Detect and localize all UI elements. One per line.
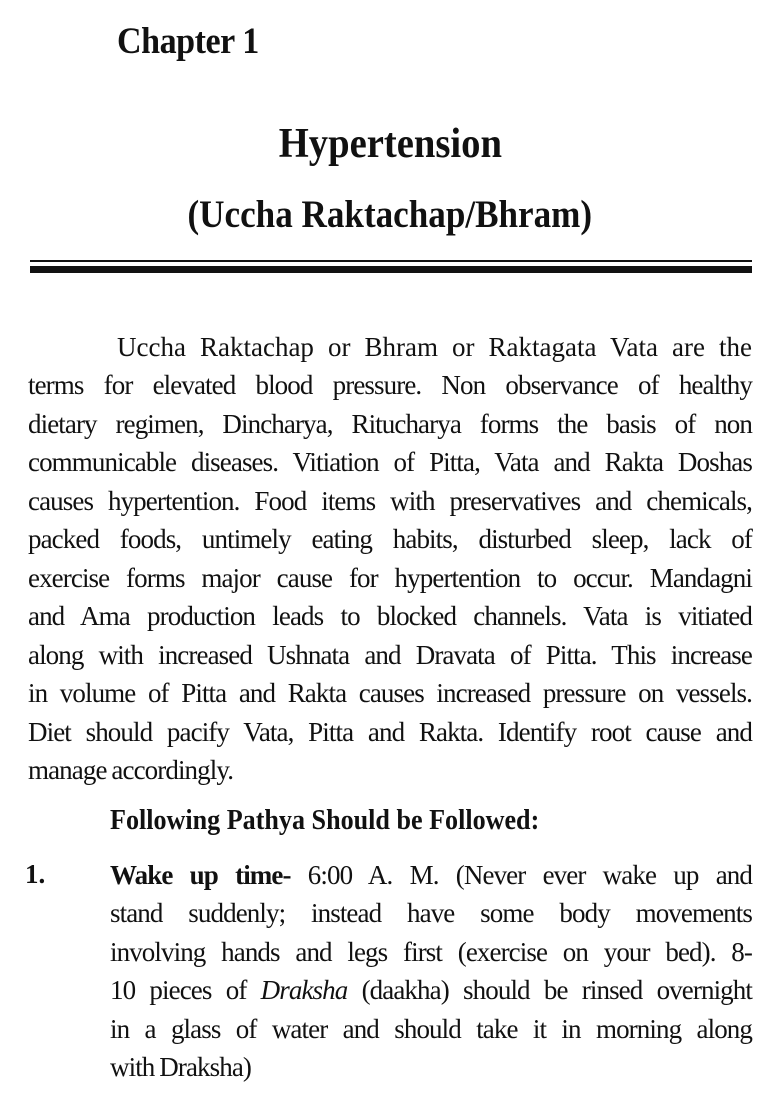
chapter-title-text: Hypertension bbox=[278, 121, 502, 167]
paragraph-line: Uccha Raktachap or Bhram or Raktagata Vata are the bbox=[117, 332, 752, 362]
paragraph-line: along with increased Ushnata and Dravata of Pitta. This increase bbox=[28, 640, 752, 670]
list-item-text: 10 pieces of bbox=[110, 975, 261, 1005]
paragraph-line: in volume of Pitta and Rakta causes increased pressure on vessels. bbox=[28, 678, 752, 708]
title-rule-thick bbox=[30, 266, 752, 273]
list-item-line bbox=[110, 859, 752, 891]
list-item-text: 6:00 A. M. (Never ever wake up and bbox=[290, 860, 752, 890]
chapter-title bbox=[0, 120, 780, 168]
list-item-line: with Draksha) bbox=[110, 1052, 252, 1082]
list-item-line: in a glass of water and should take it in morning along bbox=[110, 1014, 752, 1044]
paragraph-line: terms for elevated blood pressure. Non observance of healthy bbox=[28, 370, 752, 400]
list-item-emphasis: Draksha bbox=[260, 975, 348, 1005]
list-item-lead: Wake up time- bbox=[110, 860, 291, 890]
paragraph-line: communicable diseases. Vitiation of Pitta, Vata and Rakta Doshas bbox=[28, 447, 752, 477]
paragraph-line: packed foods, untimely eating habits, disturbed sleep, lack of bbox=[28, 524, 752, 554]
list-item-line bbox=[110, 974, 752, 1006]
paragraph-line: exercise forms major cause for hypertention to occur. Mandagni bbox=[28, 563, 752, 593]
chapter-label: Chapter 1 bbox=[117, 21, 259, 62]
list-item-number: 1. bbox=[25, 859, 46, 889]
paragraph-line: Diet should pacify Vata, Pitta and Rakta. Identify root cause and bbox=[28, 717, 752, 747]
paragraph-line: and Ama production leads to blocked channels. Vata is vitiated bbox=[28, 601, 752, 631]
chapter-subtitle-text: (Uccha Raktachap/Bhram) bbox=[187, 193, 593, 236]
list-item-text: (daakha) should be rinsed overnight bbox=[347, 975, 752, 1005]
title-rule-thin bbox=[30, 260, 752, 262]
list-item-line: involving hands and legs first (exercise on your bed). 8- bbox=[110, 937, 752, 967]
paragraph-line: causes hypertention. Food items with preservatives and chemicals, bbox=[28, 486, 752, 516]
section-heading: Following Pathya Should be Followed: bbox=[110, 804, 540, 836]
paragraph-line: dietary regimen, Dincharya, Ritucharya forms the basis of non bbox=[28, 409, 752, 439]
list-item-line: stand suddenly; instead have some body movements bbox=[110, 898, 752, 928]
chapter-subtitle bbox=[0, 192, 780, 237]
paragraph-line: manage accordingly. bbox=[28, 755, 234, 785]
